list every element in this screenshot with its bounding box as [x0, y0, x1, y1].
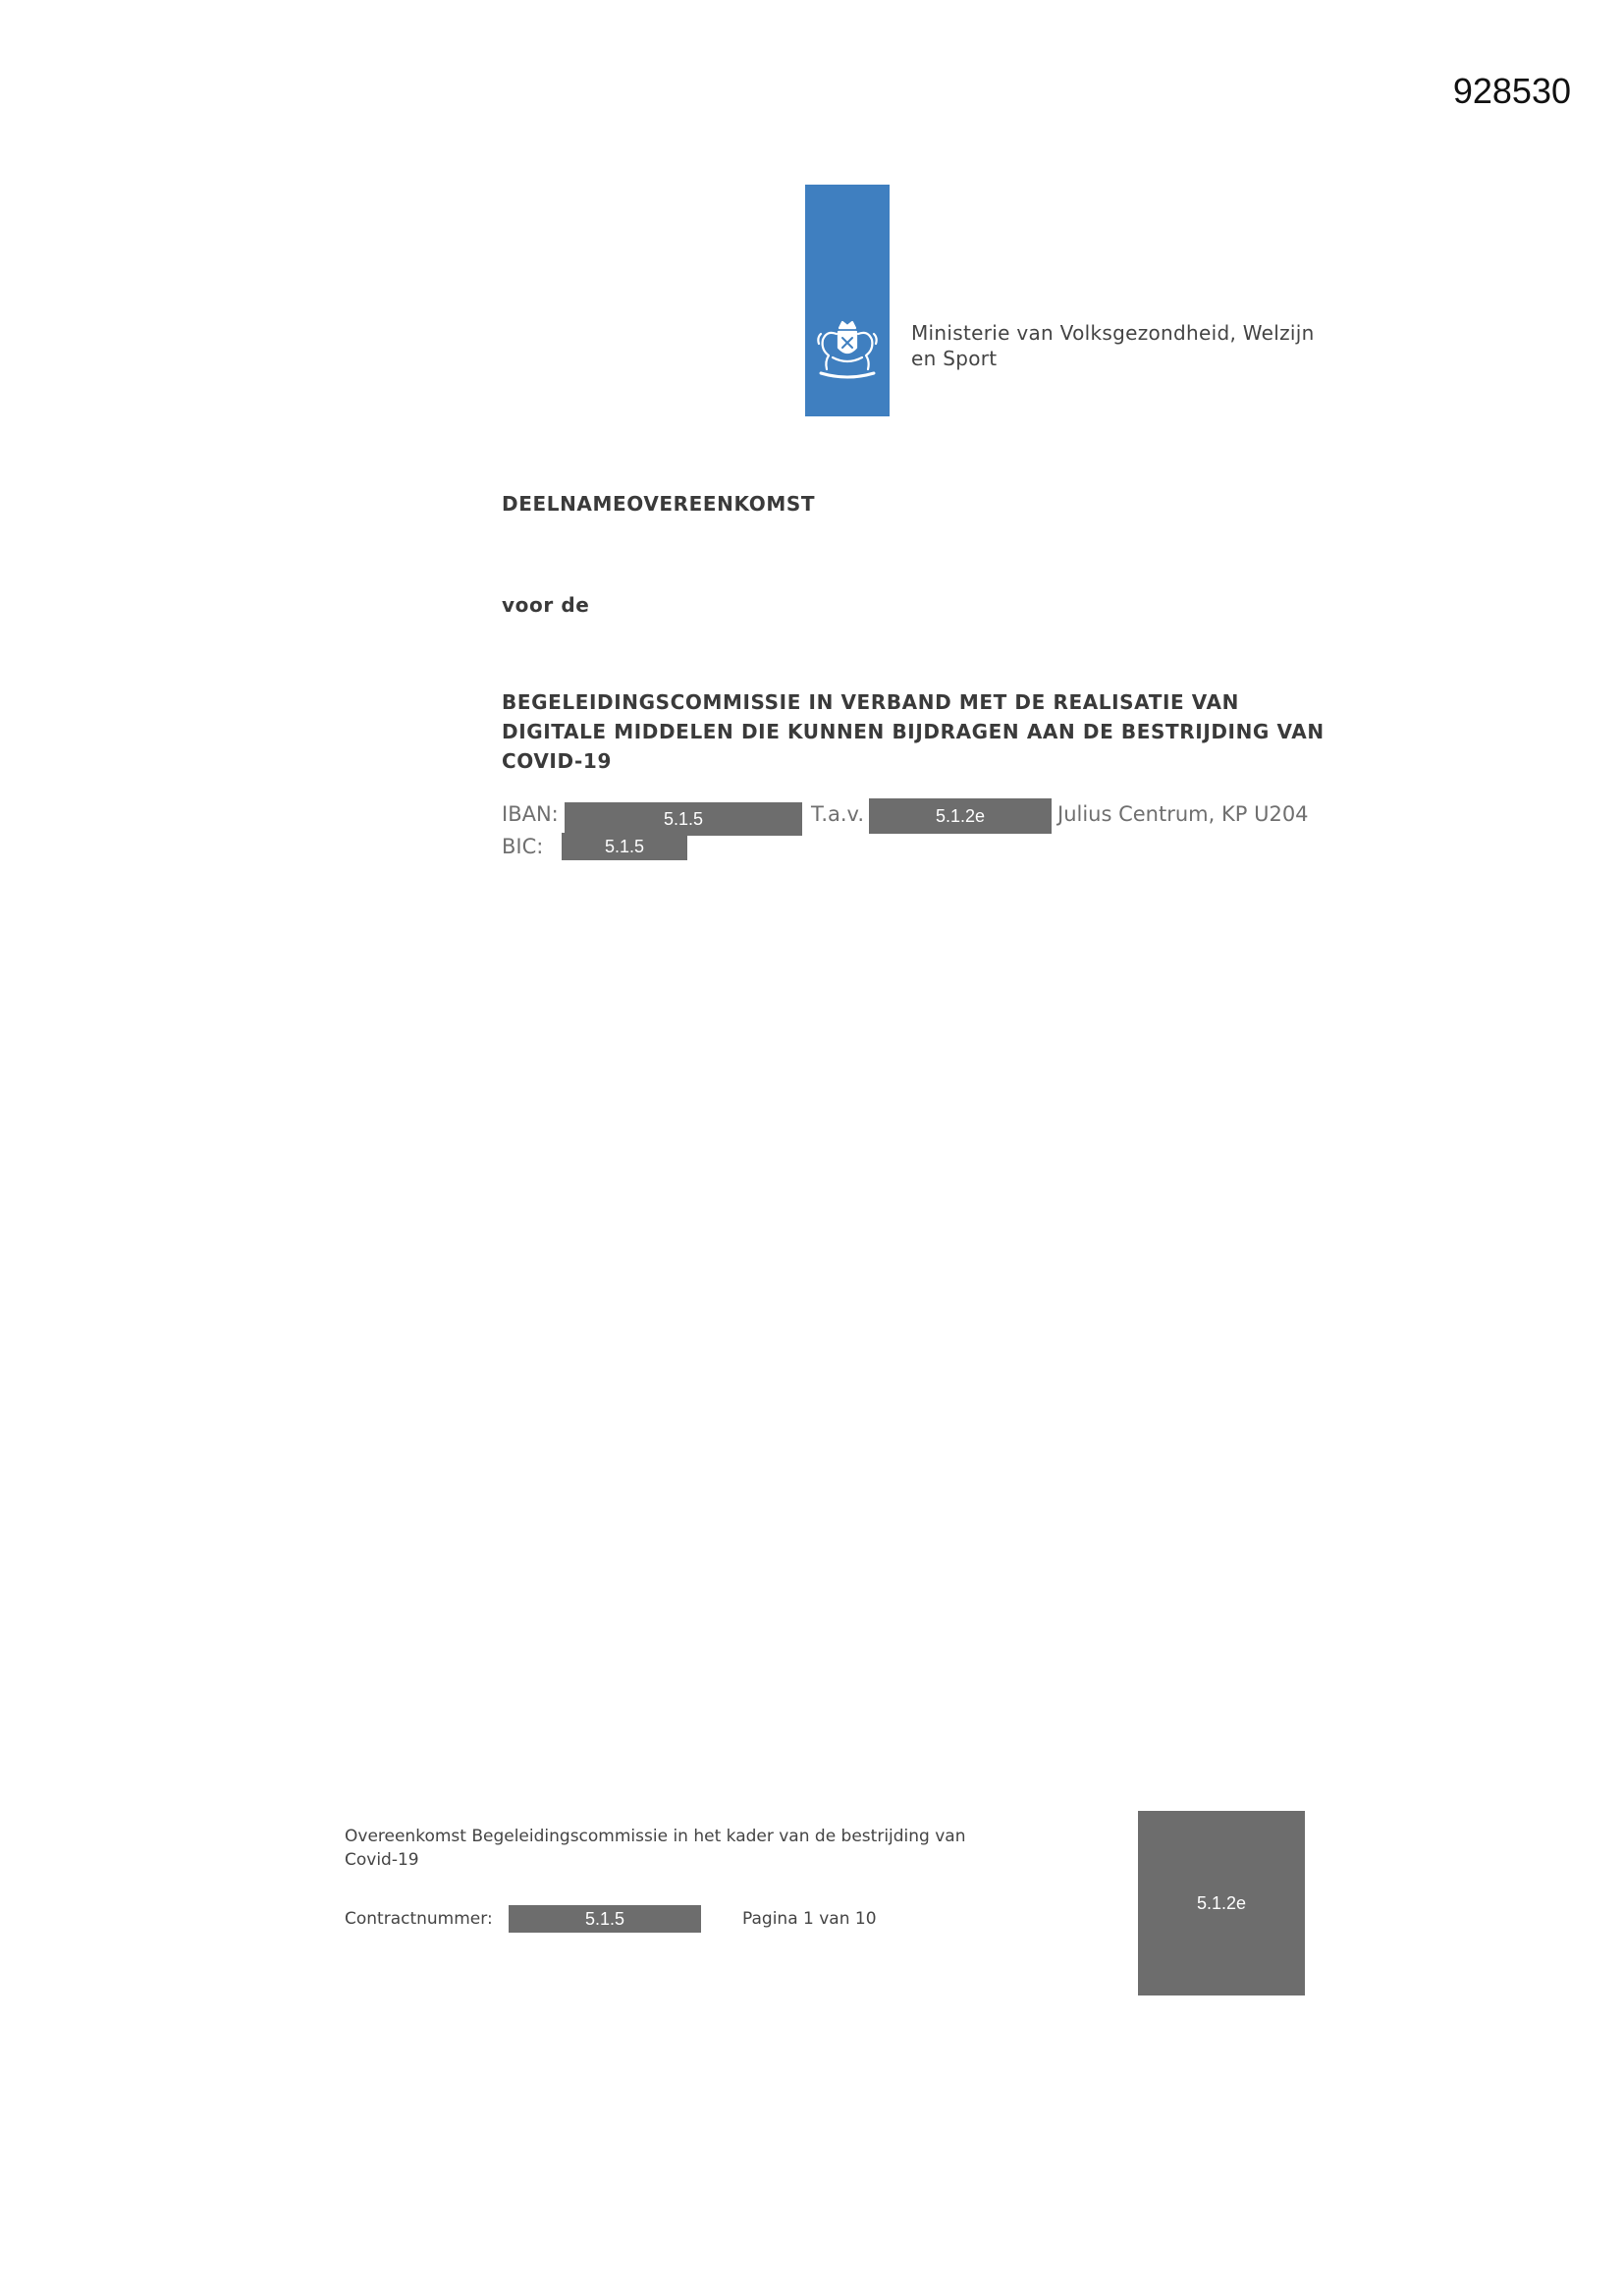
contract-number-redaction: 5.1.5 — [509, 1905, 701, 1933]
iban-label: IBAN: — [502, 802, 559, 826]
bic-label: BIC: — [502, 835, 544, 858]
contract-number-label: Contractnummer: — [345, 1909, 493, 1929]
recipient-address: Julius Centrum, KP U204 — [1057, 802, 1309, 826]
tav-redaction: 5.1.2e — [869, 798, 1052, 834]
ministry-name-line: en Sport — [911, 347, 998, 370]
document-number: 928530 — [1452, 71, 1571, 111]
page-number: Pagina 1 van 10 — [742, 1909, 877, 1929]
signature-redaction: 5.1.2e — [1138, 1811, 1305, 1995]
iban-redaction: 5.1.5 — [565, 802, 802, 836]
footer-line: Overeenkomst Begeleidingscommissie in het kader van de bestrijding van — [345, 1827, 966, 1846]
coat-of-arms-icon — [813, 318, 882, 383]
tav-label: T.a.v. — [811, 802, 865, 826]
commission-heading — [502, 687, 1385, 776]
footer-line: Covid-19 — [345, 1850, 419, 1870]
commission-heading-line: BEGELEIDINGSCOMMISSIE IN VERBAND MET DE REALISATIE VAN — [502, 690, 1239, 714]
footer-agreement-text — [345, 1825, 1052, 1872]
commission-heading-line: COVID-19 — [502, 749, 612, 773]
document-subtitle: voor de — [502, 593, 590, 617]
document-title: DEELNAMEOVEREENKOMST — [502, 492, 816, 516]
rijksoverheid-logo — [805, 185, 890, 416]
bic-redaction: 5.1.5 — [562, 833, 687, 860]
ministry-name-line: Ministerie van Volksgezondheid, Welzijn — [911, 321, 1315, 345]
commission-heading-line: DIGITALE MIDDELEN DIE KUNNEN BIJDRAGEN AAN DE BESTRIJDING VAN — [502, 720, 1325, 743]
ministry-name — [911, 320, 1363, 371]
